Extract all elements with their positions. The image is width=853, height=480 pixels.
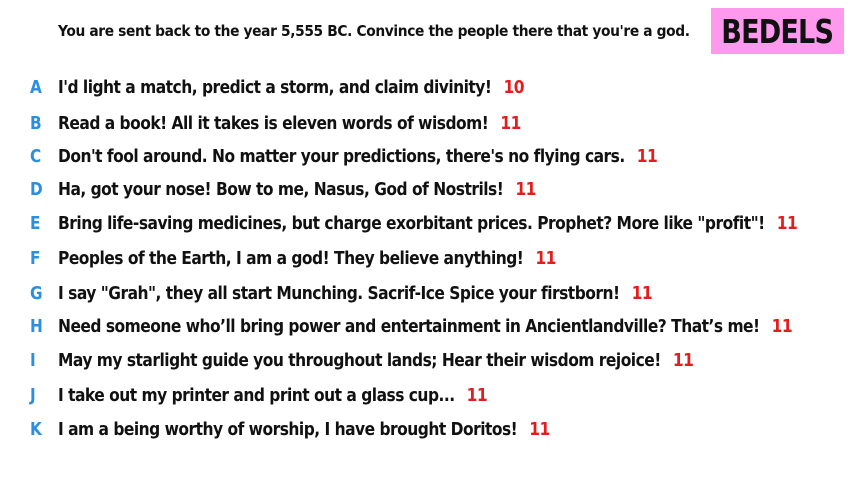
answer-score: 11 [631, 282, 653, 304]
answer-letter: K [30, 418, 42, 440]
answer-score: 11 [771, 315, 793, 337]
answer-letter: D [30, 178, 43, 200]
answer-letter: B [30, 112, 42, 134]
answer-line [58, 248, 556, 269]
answer-line [58, 113, 521, 134]
answer-score: 11 [466, 384, 488, 406]
answer-line [58, 213, 797, 234]
answer-text: Bring life-saving medicines, but charge exorbitant prices. Prophet? More like "profit"! [58, 212, 765, 234]
answer-text: I say "Grah", they all start Munching. Sacrif-Ice Spice your firstborn! [58, 282, 620, 304]
answer-letter: I [30, 349, 36, 371]
answer-letter: E [30, 212, 41, 234]
question-prompt: You are sent back to the year 5,555 BC. Convince the people there that you're a god. [58, 22, 690, 40]
answer-letter: A [30, 76, 42, 98]
player-name: BEDELS [721, 11, 834, 51]
answer-text: Don't fool around. No matter your predictions, there's no flying cars. [58, 145, 625, 167]
answer-letter: H [30, 315, 43, 337]
answer-text: May my starlight guide you throughout lands; Hear their wisdom rejoice! [58, 349, 661, 371]
answer-score: 11 [672, 349, 694, 371]
answer-text: Read a book! All it takes is eleven words of wisdom! [58, 112, 489, 134]
answer-letter: G [30, 282, 43, 304]
answer-text: I take out my printer and print out a glass cup... [58, 384, 455, 406]
answer-score: 11 [776, 212, 798, 234]
answer-text: Ha, got your nose! Bow to me, Nasus, God of Nostrils! [58, 178, 504, 200]
answer-line [58, 419, 550, 440]
player-name-badge [711, 8, 844, 54]
answer-score: 11 [636, 145, 658, 167]
answer-line [58, 179, 536, 200]
answer-score: 10 [503, 76, 524, 98]
answer-text: Peoples of the Earth, I am a god! They believe anything! [58, 247, 524, 269]
answer-line [58, 77, 524, 98]
answer-text: I'd light a match, predict a storm, and claim divinity! [58, 76, 492, 98]
answer-score: 11 [515, 178, 536, 200]
answer-line [58, 350, 693, 371]
answer-letter: J [30, 384, 36, 406]
answer-line [58, 316, 792, 337]
answer-line [58, 146, 657, 167]
answer-letter: F [30, 247, 41, 269]
answer-score: 11 [500, 112, 521, 134]
answer-text: Need someone who’ll bring power and entertainment in Ancientlandville? That’s me! [58, 315, 760, 337]
answer-letter: C [30, 145, 42, 167]
answer-line [58, 283, 652, 304]
answer-line [58, 385, 487, 406]
answer-score: 11 [535, 247, 556, 269]
answer-score: 11 [529, 418, 550, 440]
answer-text: I am a being worthy of worship, I have brought Doritos! [58, 418, 518, 440]
